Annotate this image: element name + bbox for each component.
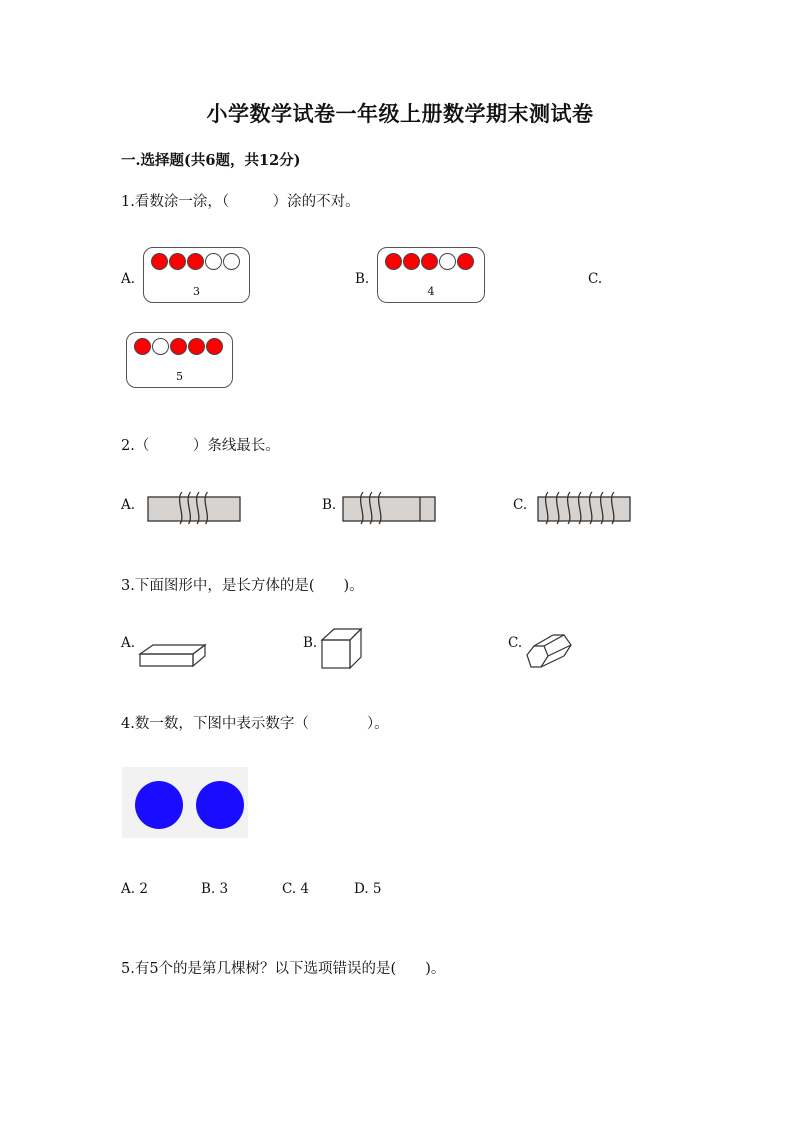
- bead-icon: [169, 253, 186, 270]
- dots-figure: [122, 767, 248, 838]
- question-3-text: 3.下面图形中，是长方体的是( )。: [121, 578, 364, 594]
- blue-dot-icon: [135, 781, 183, 829]
- bead-icon: [205, 253, 222, 270]
- q2-option-a-label: A.: [121, 497, 136, 513]
- q2-option-b-rod-icon: [341, 490, 439, 526]
- bead-icon: [206, 338, 223, 355]
- q2-option-c-rod-icon: [536, 490, 634, 526]
- section-heading: 一.选择题(共6题，共12分): [121, 152, 301, 169]
- bead-icon: [385, 253, 402, 270]
- bead-icon: [403, 253, 420, 270]
- question-5-text: 5.有5个的是第几棵树？以下选项错误的是( )。: [121, 961, 446, 977]
- question-1-text: 1.看数涂一涂，（ ）涂的不对。: [121, 194, 360, 210]
- hexagonal-prism-icon: [523, 628, 579, 674]
- q1-option-a-bead-card: [143, 247, 250, 303]
- bead-icon: [170, 338, 187, 355]
- bead-icon: [134, 338, 151, 355]
- q3-option-a-label: A.: [121, 635, 136, 651]
- q2-option-c-label: C.: [513, 497, 528, 513]
- q2-option-a-rod-icon: [146, 490, 244, 526]
- bead-icon: [188, 338, 205, 355]
- q3-option-b-label: B.: [303, 635, 318, 651]
- bead-icon: [223, 253, 240, 270]
- bead-row: [134, 338, 224, 355]
- bead-row: [151, 253, 241, 270]
- question-4-text: 4.数一数，下图中表示数字（ ）。: [121, 716, 389, 732]
- bead-row: [385, 253, 475, 270]
- question-2-text: 2.（ ）条线最长。: [121, 438, 280, 454]
- q3-option-c-label: C.: [508, 635, 523, 651]
- q4-choice-d: D. 5: [354, 881, 382, 897]
- bead-icon: [439, 253, 456, 270]
- rod-body: [148, 497, 240, 521]
- bead-icon: [151, 253, 168, 270]
- q2-option-b-label: B.: [322, 497, 337, 513]
- bead-number: 3: [193, 285, 200, 298]
- page-title: 小学数学试卷一年级上册数学期末测试卷: [206, 101, 594, 126]
- q4-choice-b: B. 3: [201, 881, 229, 897]
- bead-number: 4: [427, 285, 435, 298]
- cube-icon: [318, 626, 366, 672]
- q4-choice-a: A. 2: [121, 881, 148, 897]
- bead-icon: [152, 338, 169, 355]
- q1-option-c-bead-card: [126, 332, 233, 388]
- blue-dot-icon: [196, 781, 244, 829]
- rod-body: [538, 497, 630, 521]
- bead-icon: [421, 253, 438, 270]
- q1-option-b-label: B.: [355, 271, 370, 287]
- bead-icon: [187, 253, 204, 270]
- q1-option-b-bead-card: [377, 247, 485, 303]
- q1-option-a-label: A.: [121, 271, 136, 287]
- bead-icon: [457, 253, 474, 270]
- q4-choice-c: C. 4: [282, 881, 310, 897]
- flat-cuboid-icon: [136, 640, 210, 670]
- q1-option-c-label: C.: [588, 271, 603, 287]
- rod-body: [343, 497, 435, 521]
- bead-number: 5: [176, 370, 183, 383]
